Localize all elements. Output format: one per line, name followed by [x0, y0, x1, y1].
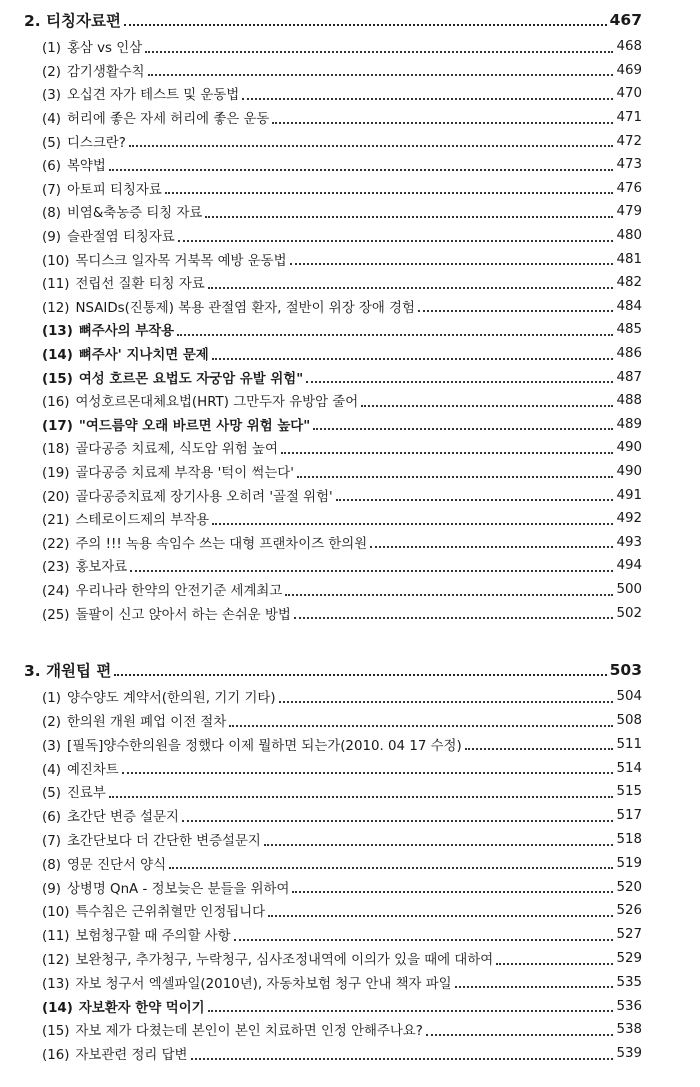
toc-entry[interactable] [0, 342, 700, 366]
toc-entry[interactable] [0, 436, 700, 460]
entry-number: (23) [42, 560, 70, 576]
entry-title: 슬관절염 티칭자료 [66, 230, 175, 246]
entry-page: 476 [616, 180, 642, 196]
entry-page: 490 [616, 440, 642, 456]
entry-page: 487 [616, 369, 642, 385]
entry-number: (15) [42, 1024, 70, 1040]
dot-leader [169, 867, 613, 869]
toc-entry[interactable] [0, 483, 700, 507]
entry-page: 500 [616, 582, 642, 598]
entry-page: 481 [616, 251, 642, 267]
entry-page: 488 [616, 393, 642, 409]
entry-number: (4) [42, 112, 61, 128]
toc-entry[interactable] [0, 554, 700, 578]
entry-title: 골다공증 치료제 부작용 '턱이 썩는다' [75, 466, 294, 482]
entry-number: (24) [42, 584, 70, 600]
entry-number: (13) [42, 976, 70, 992]
entry-page: 485 [616, 322, 642, 338]
entry-number: (1) [42, 691, 61, 707]
dot-leader [496, 963, 613, 965]
entry-number: (7) [42, 834, 61, 850]
toc-entry[interactable] [0, 733, 700, 757]
dot-leader [109, 796, 613, 798]
entry-page: 508 [616, 713, 642, 729]
entry-page: 514 [616, 760, 642, 776]
toc-entry[interactable] [0, 828, 700, 852]
entry-number: (16) [42, 395, 70, 411]
entry-title: 여성호르몬대체요법(HRT) 그만두자 유방암 줄어 [75, 395, 359, 411]
toc-entry[interactable] [0, 224, 700, 248]
section-page: 467 [609, 11, 642, 29]
entry-page: 470 [616, 86, 642, 102]
entry-title: 영문 진단서 양식 [66, 857, 167, 873]
entry-title: 한의원 개원 폐업 이전 절차 [66, 715, 227, 731]
entry-number: (11) [42, 929, 70, 945]
dot-leader [208, 287, 613, 289]
section-page: 503 [609, 661, 642, 679]
toc-entry[interactable] [0, 971, 700, 995]
toc-entry[interactable] [0, 685, 700, 709]
entry-page: 472 [616, 133, 642, 149]
entry-title: 뼈주사의 부작용 [78, 324, 175, 340]
toc-entry[interactable] [0, 994, 700, 1018]
entry-number: (8) [42, 857, 61, 873]
toc-entry[interactable] [0, 35, 700, 59]
dot-leader [177, 334, 613, 336]
entry-title: 자보 제가 다쳤는데 본인이 본인 치료하면 인정 안해주나요? [75, 1024, 423, 1040]
toc-entry[interactable] [0, 947, 700, 971]
entry-number: (9) [42, 881, 61, 897]
dot-leader [148, 74, 613, 76]
entry-number: (13) [42, 324, 73, 340]
entry-page: 479 [616, 204, 642, 220]
entry-page: 484 [616, 298, 642, 314]
entry-page: 535 [616, 974, 642, 990]
entry-title: 감기생활수칙 [66, 64, 145, 80]
entry-page: 539 [616, 1046, 642, 1062]
dot-leader [129, 145, 613, 147]
dot-leader [212, 523, 613, 525]
entry-number: (21) [42, 513, 70, 529]
entry-page: 493 [616, 534, 642, 550]
dot-leader [294, 617, 613, 619]
entry-page: 486 [616, 346, 642, 362]
entry-page: 527 [616, 927, 642, 943]
entry-number: (1) [42, 41, 61, 57]
entry-page: 494 [616, 558, 642, 574]
entry-number: (3) [42, 88, 61, 104]
entry-title: 자보환자 한약 먹이기 [78, 1000, 205, 1016]
entry-page: 519 [616, 855, 642, 871]
section-title: 2. 티칭자료편 [24, 12, 121, 30]
dot-leader [292, 891, 613, 893]
entry-number: (7) [42, 182, 61, 198]
entry-title: 돌팔이 신고 앉아서 하는 손쉬운 방법 [75, 607, 291, 623]
dot-leader [285, 594, 613, 596]
entry-number: (6) [42, 159, 61, 175]
entry-page: 526 [616, 903, 642, 919]
entry-number: (9) [42, 230, 61, 246]
entry-number: (15) [42, 371, 73, 387]
entry-title: 초간단보다 더 간단한 변증설문지 [66, 834, 261, 850]
toc-entry[interactable] [0, 601, 700, 625]
entry-page: 515 [616, 784, 642, 800]
section-title: 3. 개원팁 편 [24, 662, 112, 680]
entry-title: 골다공증 치료제, 식도암 위험 높여 [75, 442, 278, 458]
entry-page: 529 [616, 951, 642, 967]
entry-page: 504 [616, 689, 642, 705]
dot-leader [418, 310, 613, 312]
entry-page: 492 [616, 511, 642, 527]
dot-leader [361, 405, 613, 407]
toc-entry[interactable] [0, 578, 700, 602]
entry-page: 536 [616, 998, 642, 1014]
dot-leader [229, 725, 613, 727]
entry-page: 490 [616, 464, 642, 480]
dot-leader [268, 915, 613, 917]
toc-entry[interactable] [0, 780, 700, 804]
dot-leader [178, 240, 613, 242]
entry-title: 보완청구, 추가청구, 누락청구, 심사조정내역에 이의가 있을 때에 대하여 [75, 953, 494, 969]
entry-title: NSAIDs(진통제) 복용 관절염 환자, 절반이 위장 장애 경험 [75, 300, 415, 316]
entry-title: 예진차트 [66, 762, 119, 778]
dot-leader [279, 701, 613, 703]
entry-number: (14) [42, 1000, 73, 1016]
entry-title: 스테로이드제의 부작용 [75, 513, 210, 529]
entry-page: 538 [616, 1022, 642, 1038]
entry-page: 468 [616, 39, 642, 55]
entry-title: 양수양도 계약서(한의원, 기기 기타) [66, 691, 276, 707]
toc-entry[interactable] [0, 318, 700, 342]
entry-number: (16) [42, 1048, 70, 1064]
toc-entry[interactable] [0, 247, 700, 271]
dot-leader [297, 476, 613, 478]
toc-entry[interactable] [0, 531, 700, 555]
dot-leader [109, 169, 613, 171]
dot-leader [306, 381, 613, 383]
toc-entry[interactable] [0, 1018, 700, 1042]
entry-number: (4) [42, 762, 61, 778]
toc-entry[interactable] [0, 177, 700, 201]
entry-title: 허리에 좋은 자세 허리에 좋은 운동 [66, 112, 270, 128]
dot-leader [212, 358, 613, 360]
dot-leader [272, 122, 613, 124]
toc-entry[interactable] [0, 295, 700, 319]
entry-title: 목디스크 일자목 거북목 예방 운동법 [75, 253, 287, 269]
toc-entry[interactable] [0, 709, 700, 733]
entry-number: (11) [42, 277, 70, 293]
entry-page: 480 [616, 228, 642, 244]
entry-number: (20) [42, 489, 70, 505]
entry-number: (8) [42, 206, 61, 222]
dot-leader [242, 98, 613, 100]
entry-title: "여드름약 오래 바르면 사망 위험 높다" [78, 418, 311, 434]
toc-entry[interactable] [0, 59, 700, 83]
dot-leader [208, 1010, 613, 1012]
dot-leader [465, 748, 613, 750]
toc-entry[interactable] [0, 1042, 700, 1066]
dot-leader [455, 986, 613, 988]
entry-title: 골다공증치료제 장기사용 오히려 '골절 위험' [75, 489, 333, 505]
toc-entry[interactable] [0, 507, 700, 531]
entry-number: (18) [42, 442, 70, 458]
entry-number: (10) [42, 253, 70, 269]
dot-leader [182, 820, 613, 822]
entry-title: 초간단 변증 설문지 [66, 810, 179, 826]
entry-title: 상병명 QnA - 정보늦은 분들을 위하여 [66, 881, 290, 897]
entry-title: 복약법 [66, 159, 106, 175]
dot-leader [426, 1034, 613, 1036]
entry-number: (10) [42, 905, 70, 921]
entry-number: (2) [42, 715, 61, 731]
entry-number: (17) [42, 418, 73, 434]
entry-title: 홍보자료 [75, 560, 128, 576]
entry-title: 디스크란? [66, 135, 126, 151]
entry-number: (2) [42, 64, 61, 80]
entry-number: (22) [42, 536, 70, 552]
dot-leader [264, 844, 613, 846]
toc-entry[interactable] [0, 82, 700, 106]
dot-leader [165, 192, 613, 194]
entry-title: 오십견 자가 테스트 및 운동법 [66, 88, 240, 104]
dot-leader [234, 939, 613, 941]
entry-number: (3) [42, 738, 61, 754]
toc-entry[interactable] [0, 852, 700, 876]
entry-title: 특수침은 근위취혈만 인정됩니다 [75, 905, 266, 921]
entry-number: (25) [42, 607, 70, 623]
toc-entry[interactable] [0, 413, 700, 437]
toc-entry[interactable] [0, 106, 700, 130]
entry-number: (5) [42, 786, 61, 802]
entry-number: (12) [42, 300, 70, 316]
toc-entry[interactable] [0, 875, 700, 899]
entry-page: 471 [616, 110, 642, 126]
entry-page: 502 [616, 605, 642, 621]
dot-leader [122, 772, 613, 774]
entry-title: 뼈주사' 지나치면 문제 [78, 348, 209, 364]
entry-page: 482 [616, 275, 642, 291]
toc-entry[interactable] [0, 153, 700, 177]
toc-entry[interactable] [0, 460, 700, 484]
dot-leader [281, 452, 613, 454]
toc-entry[interactable] [0, 756, 700, 780]
section-heading-opening-tips[interactable] [0, 656, 700, 684]
entry-title: [필독]양수한의원을 정했다 이제 뭘하면 되는가(2010. 04 17 수정) [66, 738, 462, 754]
entry-page: 511 [616, 736, 642, 752]
entry-title: 자보관련 정리 답변 [75, 1048, 188, 1064]
dot-leader [205, 216, 613, 218]
dot-leader [290, 263, 613, 265]
toc-entry[interactable] [0, 899, 700, 923]
dot-leader [130, 570, 613, 572]
dot-leader [124, 24, 607, 26]
entry-page: 469 [616, 62, 642, 78]
dot-leader [191, 1058, 614, 1060]
entry-title: 전립선 질환 티칭 자료 [75, 277, 205, 293]
toc-entry[interactable] [0, 365, 700, 389]
dot-leader [313, 428, 613, 430]
dot-leader [370, 546, 613, 548]
entry-number: (5) [42, 135, 61, 151]
entry-number: (19) [42, 466, 70, 482]
entry-number: (14) [42, 348, 73, 364]
toc-entry[interactable] [0, 129, 700, 153]
entry-page: 517 [616, 808, 642, 824]
entry-title: 자보 청구서 엑셀파일(2010년), 자동차보험 청구 안내 책자 파일 [75, 976, 452, 992]
toc-entry[interactable] [0, 804, 700, 828]
entry-page: 489 [616, 416, 642, 432]
dot-leader [336, 499, 613, 501]
entry-title: 비염&축농증 티칭 자료 [66, 206, 203, 222]
dot-leader [114, 674, 606, 676]
toc-entry[interactable] [0, 200, 700, 224]
entry-title: 여성 호르몬 요법도 자궁암 유발 위험" [78, 371, 304, 387]
entry-page: 491 [616, 487, 642, 503]
entry-title: 홍삼 vs 인삼 [66, 41, 143, 57]
entry-page: 520 [616, 879, 642, 895]
entry-title: 아토피 티칭자료 [66, 182, 162, 198]
toc-entry[interactable] [0, 271, 700, 295]
toc-entry[interactable] [0, 389, 700, 413]
toc-entry[interactable] [0, 923, 700, 947]
entry-title: 우리나라 한약의 안전기준 세계최고 [75, 584, 283, 600]
section-heading-teaching[interactable] [0, 6, 700, 34]
entry-page: 518 [616, 832, 642, 848]
dot-leader [145, 51, 613, 53]
entry-title: 진료부 [66, 786, 106, 802]
entry-title: 보험청구할 때 주의할 사항 [75, 929, 231, 945]
entry-number: (6) [42, 810, 61, 826]
entry-number: (12) [42, 953, 70, 969]
entry-page: 473 [616, 157, 642, 173]
entry-title: 주의 !!! 녹용 속임수 쓰는 대형 프랜차이즈 한의원 [75, 536, 368, 552]
